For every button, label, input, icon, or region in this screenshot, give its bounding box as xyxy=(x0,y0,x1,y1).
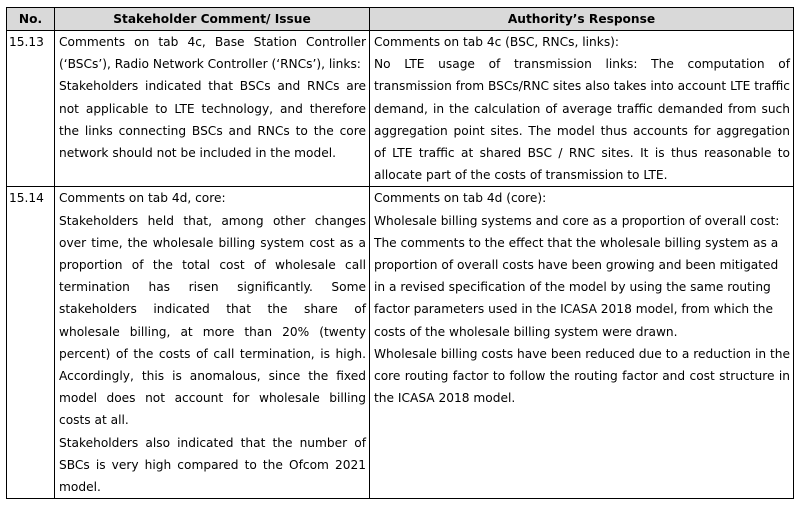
response-paragraph: Comments on tab 4d (core): xyxy=(374,191,547,206)
comments-table xyxy=(6,7,794,499)
comment-paragraph: Comments on tab 4d, core: xyxy=(59,191,226,206)
row-number: 15.14 xyxy=(7,187,55,499)
comment-paragraph: Stakeholders held that, among other changes over time, the wholesale billing system cost as a proportion of the total cost of wholesale call termination has risen significantly. Some stakeholders indicated that the share of wholesale billing, at more than 20% (twenty percent) of the costs of call termination, is high. Accordingly, this is anomalous, since the fixed model does not account for wholesale billing costs at all. xyxy=(59,213,366,428)
stakeholder-comment-cell xyxy=(55,31,370,187)
response-paragraph: Comments on tab 4c (BSC, RNCs, links): xyxy=(374,35,620,49)
header-no: No. xyxy=(7,8,55,31)
comment-paragraph: Comments on tab 4c, Base Station Controller (‘BSCs’), Radio Network Controller (‘RNCs’), links: xyxy=(59,35,366,72)
document-page xyxy=(6,7,793,499)
table-header-row xyxy=(7,8,794,31)
response-paragraph: Wholesale billing systems and core as a proportion of overall cost: The comments to the effect that the wholesale billing system as a proportion of overall costs have been growing and been mitigated in a revised specification of the model by using the same routing factor parameters used in the ICASA 2018 model, from which the costs of the wholesale billing system were drawn. xyxy=(374,213,780,339)
comment-paragraph: Stakeholders also indicated that the number of SBCs is very high compared to the Ofcom 2021 model. xyxy=(59,435,366,495)
stakeholder-comment-cell xyxy=(55,187,370,499)
header-stakeholder-comment: Stakeholder Comment/ Issue xyxy=(55,8,370,31)
comment-paragraph: Stakeholders indicated that BSCs and RNCs are not applicable to LTE technology, and therefore the links connecting BSCs and RNCs to the core network should not be included in the model. xyxy=(59,79,366,161)
header-authority-response: Authority’s Response xyxy=(370,8,794,31)
response-paragraph: No LTE usage of transmission links: The computation of transmission from BSCs/RNC sites also takes into account LTE traffic demand, in the calculation of average traffic demanded from such aggregation point sites. The model thus accounts for aggregation of LTE traffic at shared BSC / RNC sites. It is thus reasonable to allocate part of the costs of transmission to LTE. xyxy=(374,57,790,183)
authority-response-cell xyxy=(370,31,794,187)
response-paragraph: Wholesale billing costs have been reduced due to a reduction in the core routing factor to follow the routing factor and cost structure in the ICASA 2018 model. xyxy=(374,346,790,406)
table-row xyxy=(7,31,794,187)
table-row xyxy=(7,187,794,499)
row-number: 15.13 xyxy=(7,31,55,187)
authority-response-cell xyxy=(370,187,794,499)
